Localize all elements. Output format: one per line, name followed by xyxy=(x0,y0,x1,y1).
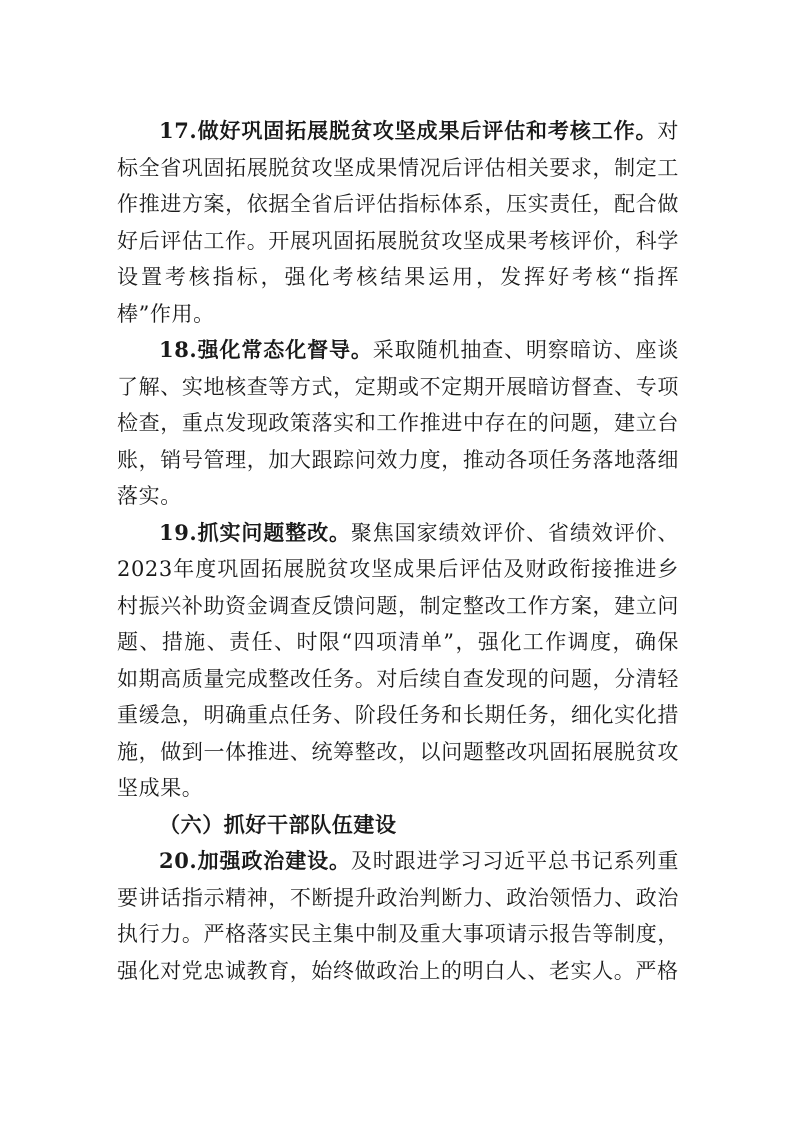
item-20-body: 及时跟进学习习近平总书记系列重要讲话指示精神，不断提升政治判断力、政治领悟力、政治执行力。严格落实民主集中制及重大事项请示报告等制度，强化对党忠诚教育，始终做政治上的明白人、老实人。严格 xyxy=(117,849,679,983)
document-body xyxy=(117,113,679,989)
paragraph-item-17 xyxy=(117,113,679,332)
item-17-lead: 17.做好巩固拓展脱贫攻坚成果后评估和考核工作。 xyxy=(159,118,658,143)
item-18-lead: 18.强化常态化督导。 xyxy=(159,337,373,362)
item-20-lead: 20.加强政治建设。 xyxy=(159,848,351,873)
item-17-body: 对标全省巩固拓展脱贫攻坚成果情况后评估相关要求，制定工作推进方案，依据全省后评估指标体系，压实责任，配合做好后评估工作。开展巩固拓展脱贫攻坚成果考核评价，科学设置考核指标，强化考核结果运用，发挥好考核“指挥棒”作用。 xyxy=(117,119,679,326)
item-19-lead: 19.抓实问题整改。 xyxy=(159,519,351,545)
item-18-body: 采取随机抽查、明察暗访、座谈了解、实地核查等方式，定期或不定期开展暗访督查、专项检查，重点发现政策落实和工作推进中存在的问题，建立台账，销号管理，加大跟踪问效力度，推动各项任务落地落细落实。 xyxy=(117,338,679,508)
paragraph-item-19 xyxy=(117,515,679,807)
section-heading: （六）抓好干部队伍建设 xyxy=(159,811,397,837)
paragraph-item-20 xyxy=(117,843,679,989)
paragraph-item-18 xyxy=(117,332,679,515)
item-19-body: 聚焦国家绩效评价、省绩效评价、2023年度巩固拓展脱贫攻坚成果后评估及财政衔接推进乡村振兴补助资金调查反馈问题，制定整改工作方案，建立问题、措施、责任、时限“四项清单”，强化工作调度，确保如期高质量完成整改任务。对后续自查发现的问题，分清轻重缓急，明确重点任务、阶段任务和长期任务，细化实化措施，做到一体推进、统筹整改，以问题整改巩固拓展脱贫攻坚成果。 xyxy=(117,520,679,800)
